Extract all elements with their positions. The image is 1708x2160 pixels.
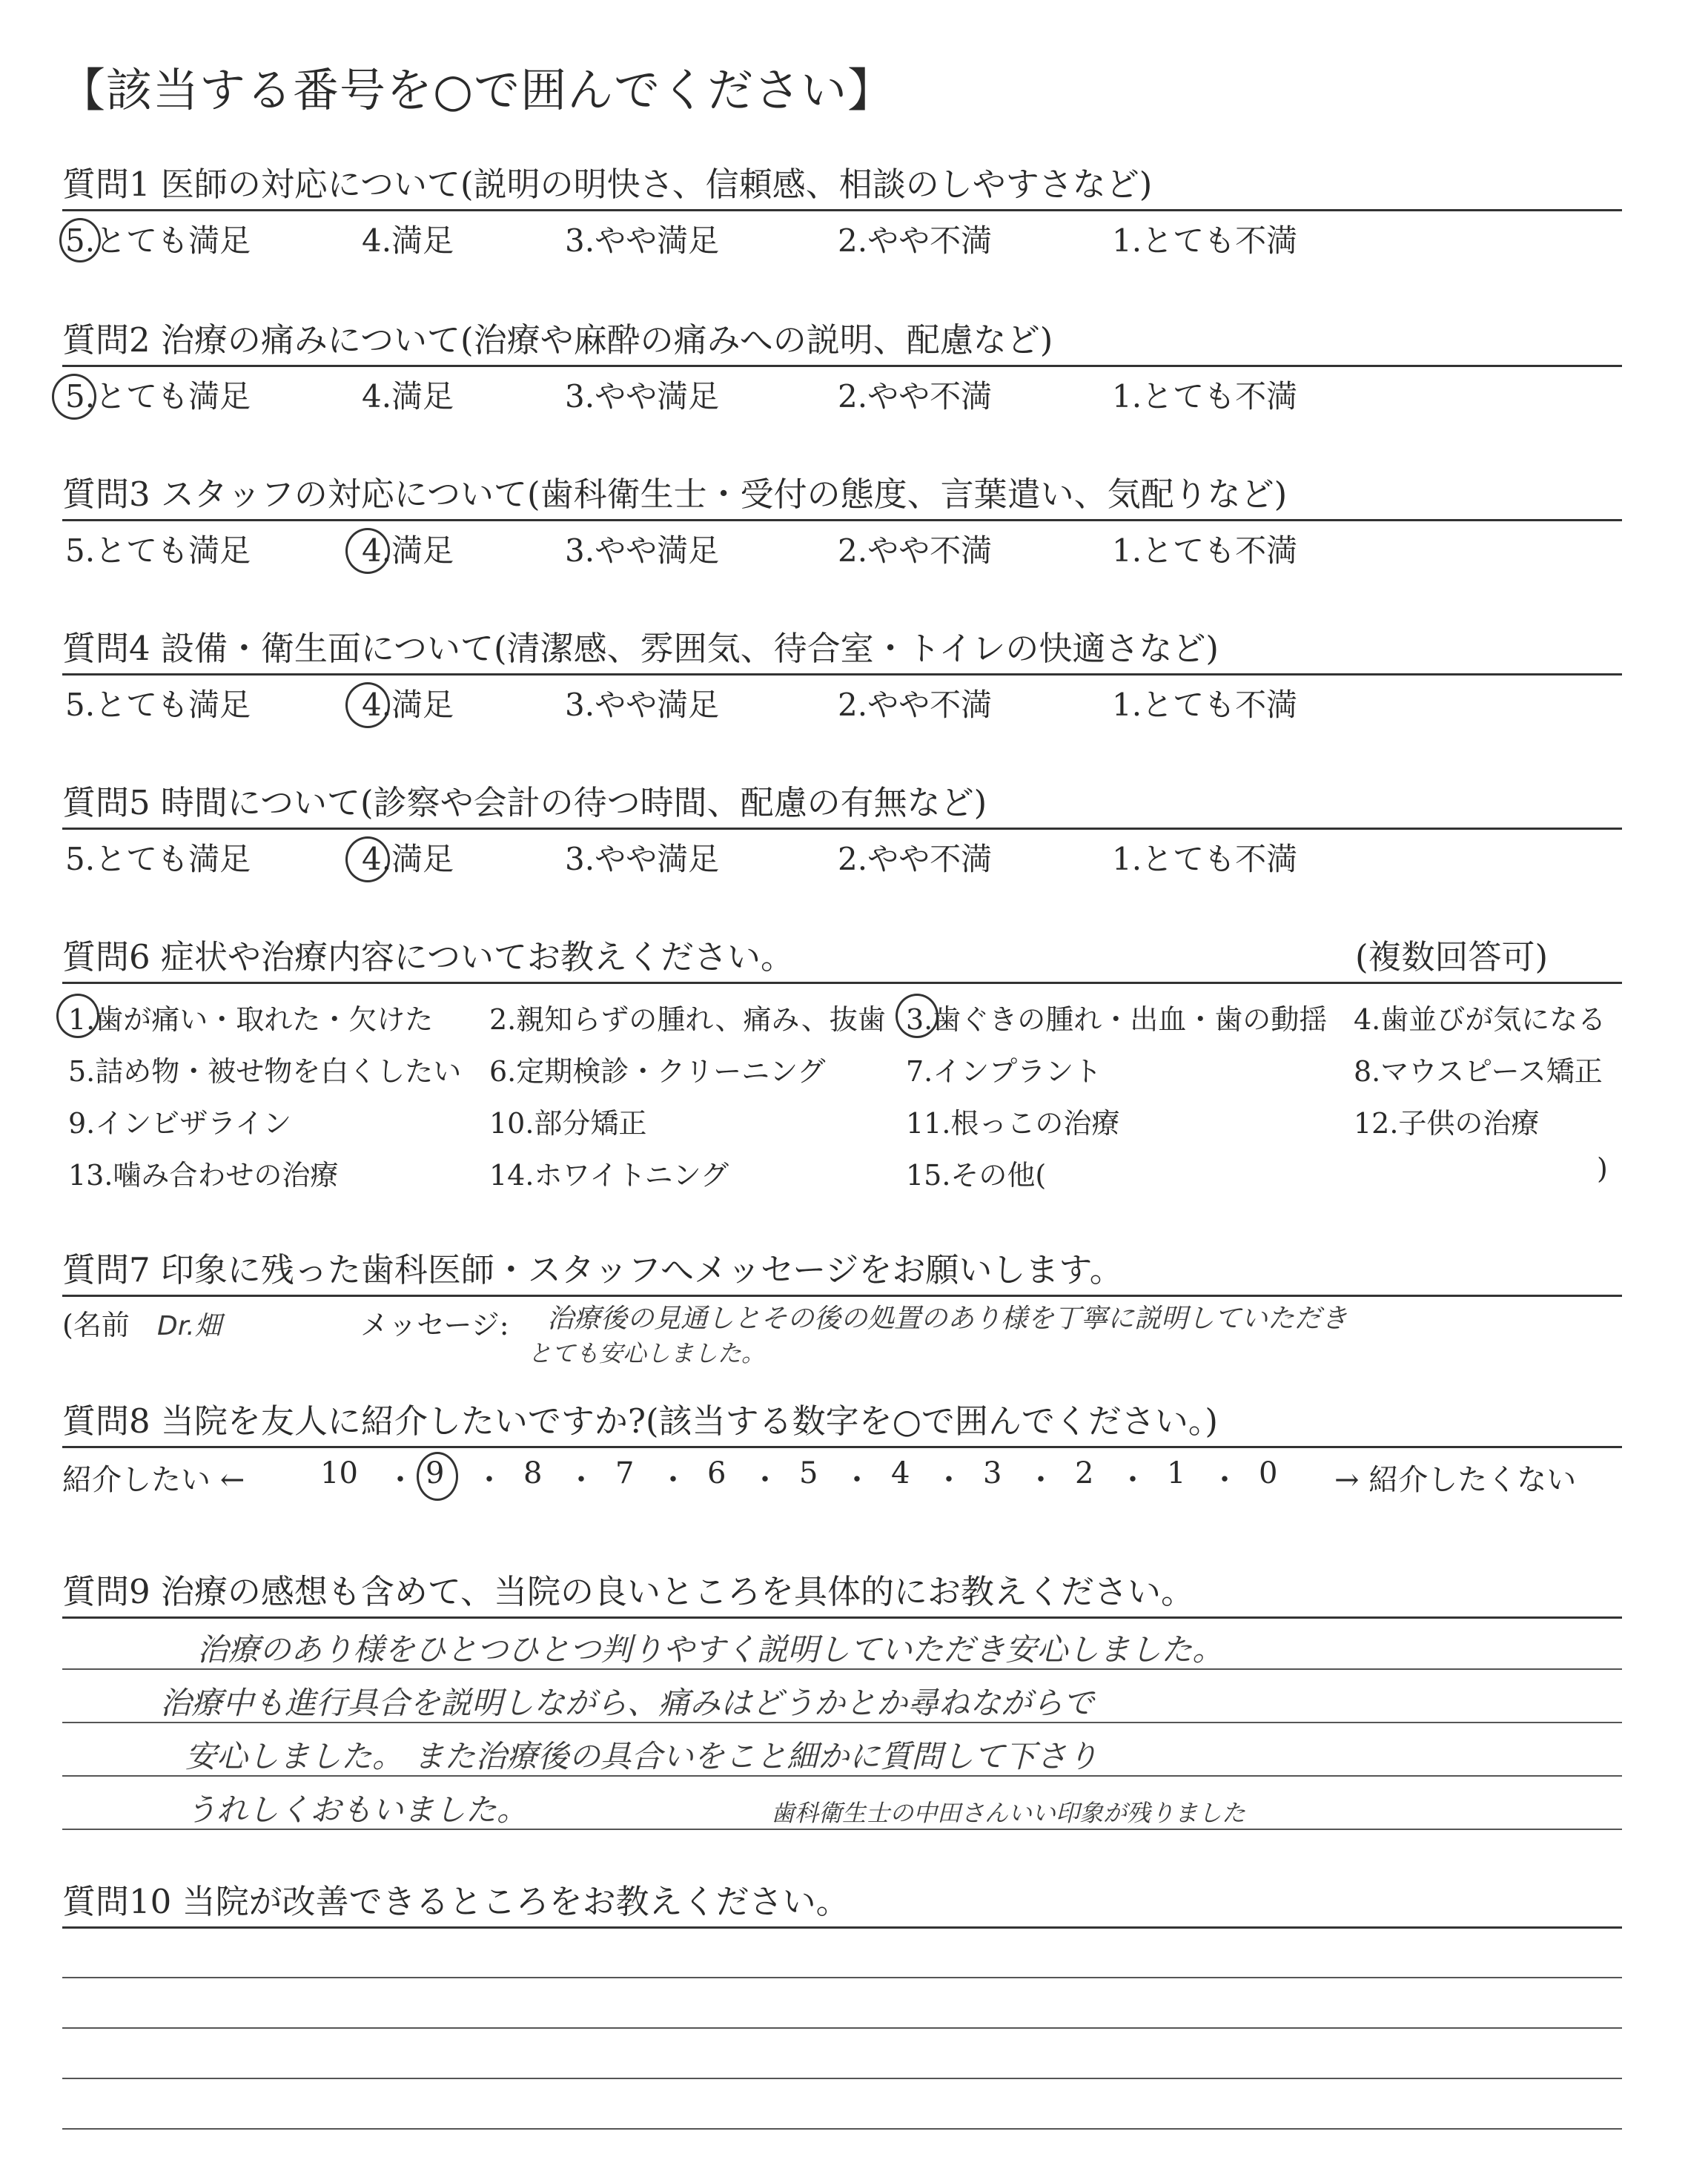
option-4[interactable]: 4.満足: [362, 222, 454, 259]
option-1[interactable]: 1.とても不満: [1112, 222, 1298, 259]
scale-4[interactable]: 4: [891, 1456, 910, 1490]
q6-option-15-close: ): [1597, 1152, 1608, 1185]
option-1[interactable]: 1.とても不満: [1112, 841, 1298, 877]
scale-10[interactable]: 10: [320, 1456, 358, 1490]
question-1-rule: [62, 209, 1622, 211]
scale-right-label: → 紹介したくない: [1334, 1463, 1577, 1497]
option-3[interactable]: 3.やや満足: [565, 222, 720, 259]
question-6-options: [0, 994, 1708, 1201]
option-2[interactable]: 2.やや不満: [838, 222, 993, 259]
question-8-rule: [62, 1446, 1622, 1448]
q6-option-7[interactable]: 7.インプラント: [906, 1055, 1102, 1088]
message-handwritten-line1[interactable]: 治療後の見通しとその後の処置のあり様を丁寧に説明していただき: [547, 1304, 1348, 1334]
option-3[interactable]: 3.やや満足: [565, 687, 720, 723]
q6-option-6[interactable]: 6.定期検診・クリーニング: [489, 1055, 826, 1088]
scale-separator: ・: [842, 1463, 872, 1497]
option-5[interactable]: 5.とても満足: [65, 687, 251, 723]
option-2[interactable]: 2.やや不満: [838, 687, 993, 723]
question-4-title: 質問4 設備・衛生面について(清潔感、雰囲気、待合室・トイレの快適さなど): [62, 629, 1219, 668]
q6-option-13[interactable]: 13.噛み合わせの治療: [68, 1159, 339, 1192]
message-label: メッセージ:: [360, 1309, 509, 1341]
option-2[interactable]: 2.やや不満: [838, 841, 993, 877]
option-5[interactable]: 5.とても満足: [65, 532, 251, 569]
question-2-rule: [62, 365, 1622, 367]
q6-option-14[interactable]: 14.ホワイトニング: [489, 1159, 729, 1192]
question-3-title: 質問3 スタッフの対応について(歯科衛生士・受付の態度、言葉遣い、気配りなど): [62, 475, 1288, 514]
question-9-rule: [62, 1616, 1622, 1619]
scale-separator: ・: [658, 1463, 688, 1497]
scale-separator: ・: [1026, 1463, 1056, 1497]
scale-left-label: 紹介したい ←: [62, 1463, 245, 1497]
question-5-rule: [62, 828, 1622, 830]
scale-8[interactable]: 8: [523, 1456, 543, 1490]
q6-option-8[interactable]: 8.マウスピース矯正: [1354, 1055, 1603, 1088]
question-10-title: 質問10 当院が改善できるところをお教えください。: [62, 1882, 850, 1921]
question-8-title: 質問8 当院を友人に紹介したいですか?(該当する数字を○で囲んでください。): [62, 1401, 1218, 1441]
question-3-rule: [62, 519, 1622, 521]
name-label: (名前: [62, 1309, 130, 1341]
q6-option-15[interactable]: 15.その他(: [906, 1159, 1047, 1192]
option-1[interactable]: 1.とても不満: [1112, 532, 1298, 569]
question-4-options: [0, 681, 1708, 725]
option-4[interactable]: 4.満足: [362, 378, 454, 415]
writing-line: [62, 2027, 1622, 2029]
question-7-rule: [62, 1295, 1622, 1297]
name-handwritten[interactable]: Dr.畑: [157, 1311, 222, 1341]
question-6-title: 質問6 症状や治療内容についてお教えください。: [62, 937, 795, 977]
scale-3[interactable]: 3: [983, 1456, 1002, 1490]
writing-line: [62, 2078, 1622, 2079]
q6-option-11[interactable]: 11.根っこの治療: [906, 1107, 1120, 1140]
form-header: 【該当する番号を○で囲んでください】: [59, 63, 895, 117]
scale-separator: ・: [1210, 1463, 1239, 1497]
q6-option-10[interactable]: 10.部分矯正: [489, 1107, 647, 1140]
question-5-title: 質問5 時間について(診察や会計の待つ時間、配慮の有無など): [62, 783, 987, 822]
q6-option-5[interactable]: 5.詰め物・被せ物を白くしたい: [68, 1055, 462, 1088]
question-9-title: 質問9 治療の感想も含めて、当院の良いところを具体的にお教えください。: [62, 1572, 1195, 1611]
scale-2[interactable]: 2: [1075, 1456, 1094, 1490]
scale-6[interactable]: 6: [707, 1456, 726, 1490]
message-handwritten-line2[interactable]: とても安心しました。: [528, 1339, 766, 1367]
scale-7[interactable]: 7: [615, 1456, 635, 1490]
option-5[interactable]: 5.とても満足: [65, 841, 251, 877]
scale-separator: ・: [1118, 1463, 1148, 1497]
question-10-rule: [62, 1926, 1622, 1929]
q9-handwritten-line1[interactable]: 治療のあり様をひとつひとつ判りやすく説明していただき安心しました。: [197, 1631, 1224, 1668]
q9-handwritten-line2[interactable]: 治療中も進行具合を説明しながら、痛みはどうかとか尋ねながらで: [160, 1685, 1094, 1721]
option-3[interactable]: 3.やや満足: [565, 532, 720, 569]
option-4[interactable]: 4.満足: [362, 841, 454, 877]
q9-handwritten-line4[interactable]: うれしくおもいました。: [185, 1791, 529, 1828]
q6-option-1[interactable]: 1.歯が痛い・取れた・欠けた: [68, 1003, 434, 1036]
scale-separator: ・: [934, 1463, 964, 1497]
scale-separator: ・: [566, 1463, 596, 1497]
question-7-title: 質問7 印象に残った歯科医師・スタッフへメッセージをお願いします。: [62, 1250, 1123, 1289]
q6-option-9[interactable]: 9.インビザライン: [68, 1107, 292, 1140]
question-4-rule: [62, 673, 1622, 676]
question-6-rule: [62, 982, 1622, 984]
writing-line: [62, 2128, 1622, 2130]
q6-option-12[interactable]: 12.子供の治療: [1354, 1107, 1540, 1140]
q6-option-2[interactable]: 2.親知らずの腫れ、痛み、抜歯: [489, 1003, 886, 1036]
question-8-scale: [0, 1450, 1708, 1502]
question-3-options: [0, 526, 1708, 571]
option-1[interactable]: 1.とても不満: [1112, 687, 1298, 723]
q6-option-4[interactable]: 4.歯並びが気になる: [1354, 1003, 1606, 1036]
scale-5[interactable]: 5: [799, 1456, 818, 1490]
question-2-options: [0, 372, 1708, 417]
question-2-title: 質問2 治療の痛みについて(治療や麻酔の痛みへの説明、配慮など): [62, 320, 1053, 360]
option-1[interactable]: 1.とても不満: [1112, 378, 1298, 415]
scale-separator: ・: [385, 1463, 415, 1497]
option-5[interactable]: 5.とても満足: [65, 378, 251, 415]
scale-1[interactable]: 1: [1167, 1456, 1186, 1490]
q9-handwritten-extra[interactable]: 歯科衛生士の中田さんいい印象が残りました: [771, 1799, 1246, 1827]
option-4[interactable]: 4.満足: [362, 532, 454, 569]
question-6-note: (複数回答可): [1355, 937, 1549, 977]
scale-separator: ・: [750, 1463, 780, 1497]
option-3[interactable]: 3.やや満足: [565, 841, 720, 877]
scale-0[interactable]: 0: [1259, 1456, 1278, 1490]
question-1-options: [0, 217, 1708, 261]
option-2[interactable]: 2.やや不満: [838, 378, 993, 415]
q6-option-3[interactable]: 3.歯ぐきの腫れ・出血・歯の動揺: [906, 1003, 1328, 1036]
option-3[interactable]: 3.やや満足: [565, 378, 720, 415]
writing-line: [62, 1977, 1622, 1978]
question-5-options: [0, 835, 1708, 879]
option-4[interactable]: 4.満足: [362, 687, 454, 723]
option-5[interactable]: 5.とても満足: [65, 222, 251, 259]
q9-handwritten-line3[interactable]: 安心しました。 また治療後の具合いをこと細かに質問して下さり: [185, 1738, 1099, 1774]
question-1-title: 質問1 医師の対応について(説明の明快さ、信頼感、相談のしやすさなど): [62, 165, 1153, 204]
scale-9[interactable]: 9: [426, 1456, 445, 1490]
option-2[interactable]: 2.やや不満: [838, 532, 993, 569]
scale-separator: ・: [474, 1463, 504, 1497]
